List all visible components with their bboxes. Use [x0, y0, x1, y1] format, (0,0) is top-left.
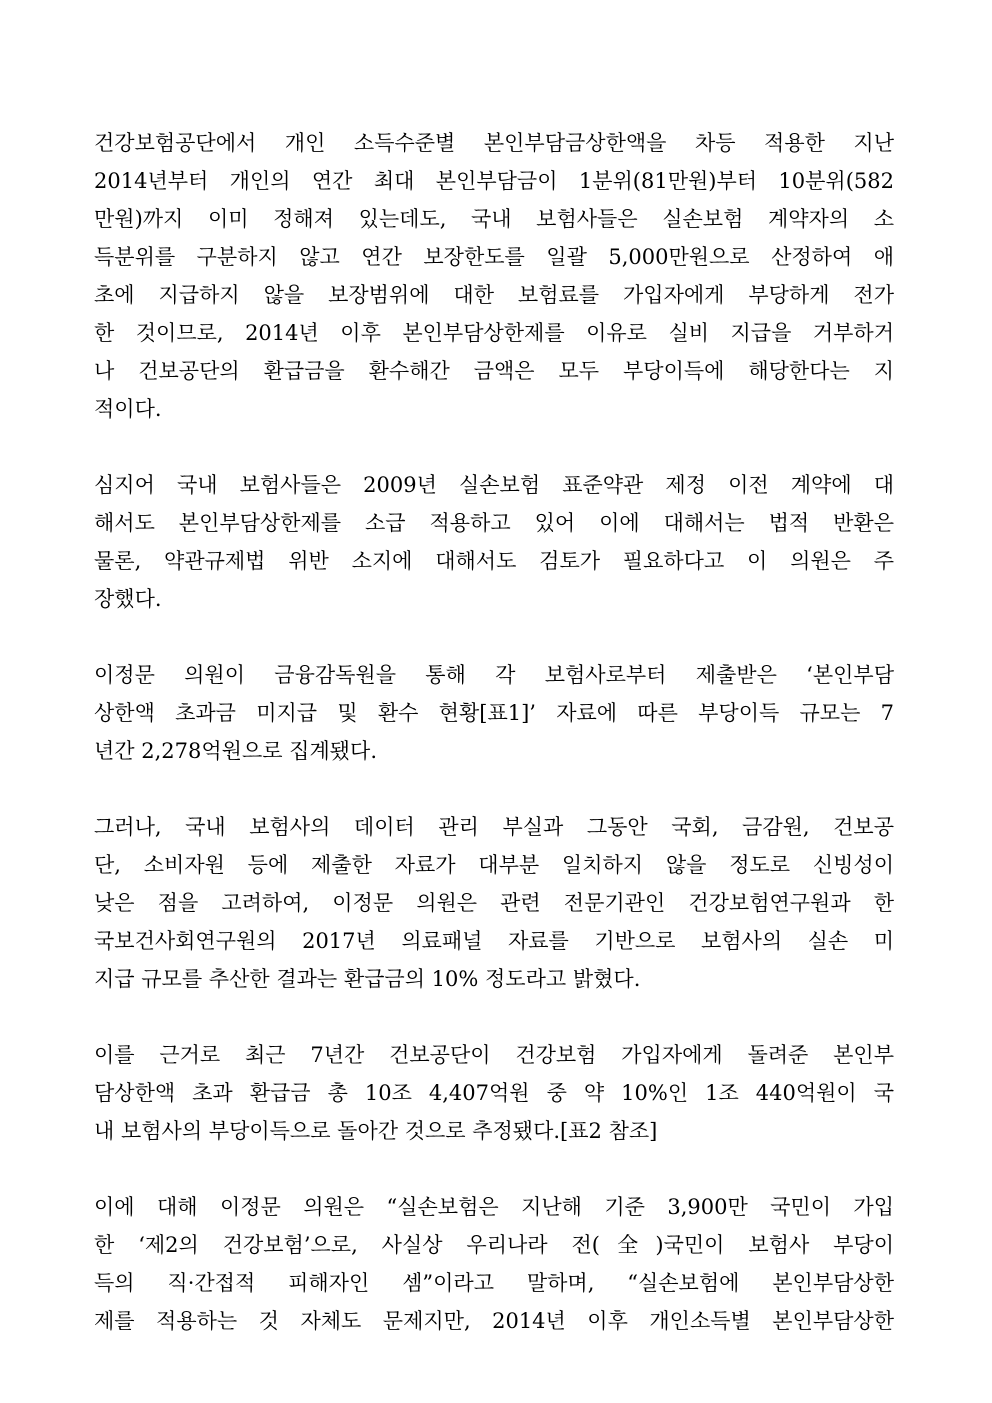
paragraph-3 — [94, 656, 894, 770]
document-body — [94, 124, 894, 1378]
text-line: 초에 지급하지 않을 보장범위에 대한 보험료를 가입자에게 부당하게 전가 — [94, 283, 894, 307]
text-line: 2014년부터 개인의 연간 최대 본인부담금이 1분위(81만원)부터 10분위(582 — [94, 169, 894, 193]
paragraph-5 — [94, 1036, 894, 1150]
text-line: 이를 근거로 최근 7년간 건보공단이 건강보험 가입자에게 돌려준 본인부 — [94, 1043, 894, 1067]
paragraph-6 — [94, 1188, 894, 1340]
text-line: 만원)까지 이미 정해져 있는데도, 국내 보험사들은 실손보험 계약자의 소 — [94, 207, 894, 231]
text-line: 물론, 약관규제법 위반 소지에 대해서도 검토가 필요하다고 이 의원은 주 — [94, 549, 894, 573]
text-line: 심지어 국내 보험사들은 2009년 실손보험 표준약관 제정 이전 계약에 대 — [94, 473, 894, 497]
text-line: 득분위를 구분하지 않고 연간 보장한도를 일괄 5,000만원으로 산정하여 애 — [94, 245, 894, 269]
text-line: 건강보험공단에서 개인 소득수준별 본인부담금상한액을 차등 적용한 지난 — [94, 131, 894, 155]
text-line: 한 것이므로, 2014년 이후 본인부담상한제를 이유로 실비 지급을 거부하거 — [94, 321, 894, 345]
text-line: 단, 소비자원 등에 제출한 자료가 대부분 일치하지 않을 정도로 신빙성이 — [94, 853, 894, 877]
paragraph-1 — [94, 124, 894, 428]
text-line: 낮은 점을 고려하여, 이정문 의원은 관련 전문기관인 건강보험연구원과 한 — [94, 891, 894, 915]
text-line: 담상한액 초과 환급금 총 10조 4,407억원 중 약 10%인 1조 440억원이 국 — [94, 1081, 894, 1105]
text-line: 국보건사회연구원의 2017년 의료패널 자료를 기반으로 보험사의 실손 미 — [94, 929, 894, 953]
text-line: 제를 적용하는 것 자체도 문제지만, 2014년 이후 개인소득별 본인부담상한 — [94, 1309, 894, 1333]
text-line: 그러나, 국내 보험사의 데이터 관리 부실과 그동안 국회, 금감원, 건보공 — [94, 815, 894, 839]
text-line: 한 ‘제2의 건강보험’으로, 사실상 우리나라 전(全)국민이 보험사 부당이 — [94, 1233, 894, 1257]
text-line: 년간 2,278억원으로 집계됐다. — [94, 739, 378, 763]
text-line: 장했다. — [94, 587, 162, 611]
text-line: 나 건보공단의 환급금을 환수해간 금액은 모두 부당이득에 해당한다는 지 — [94, 359, 894, 383]
text-line: 상한액 초과금 미지급 및 환수 현황[표1]’ 자료에 따른 부당이득 규모는 7 — [94, 701, 894, 725]
paragraph-4 — [94, 808, 894, 998]
text-line: 지급 규모를 추산한 결과는 환급금의 10% 정도라고 밝혔다. — [94, 967, 641, 991]
text-line: 해서도 본인부담상한제를 소급 적용하고 있어 이에 대해서는 법적 반환은 — [94, 511, 894, 535]
text-line: 내 보험사의 부당이득으로 돌아간 것으로 추정됐다.[표2 참조] — [94, 1119, 658, 1143]
text-line: 적이다. — [94, 397, 162, 421]
text-line: 이정문 의원이 금융감독원을 통해 각 보험사로부터 제출받은 ‘본인부담 — [94, 663, 894, 687]
text-line: 득의 직·간접적 피해자인 셈”이라고 말하며, “실손보험에 본인부담상한 — [94, 1271, 894, 1295]
paragraph-2 — [94, 466, 894, 618]
text-line: 이에 대해 이정문 의원은 “실손보험은 지난해 기준 3,900만 국민이 가입 — [94, 1195, 894, 1219]
